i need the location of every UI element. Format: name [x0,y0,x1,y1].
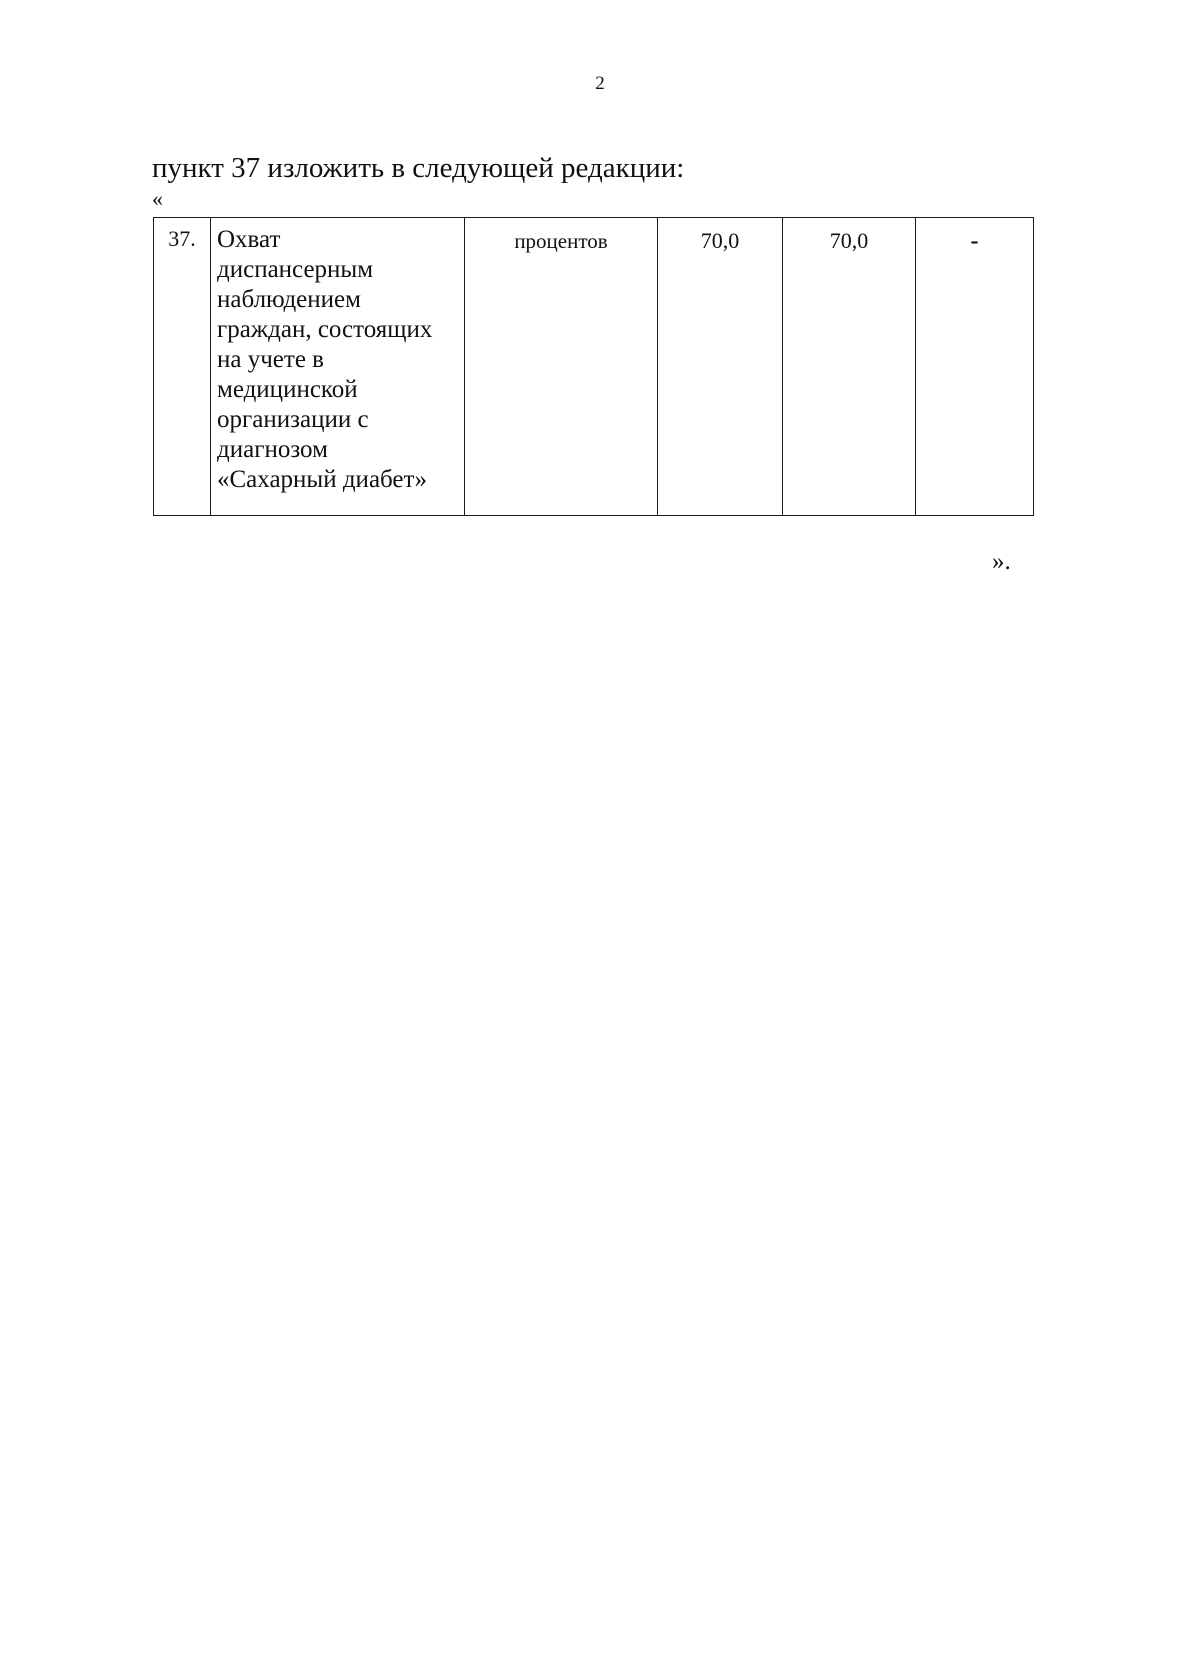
row-number-cell: 37. [154,218,211,516]
indicator-name-line: диагнозом [217,436,328,463]
value-cell-1: 70,0 [658,218,783,516]
page-number: 2 [595,73,605,94]
table-row [154,218,1034,516]
intro-line: пункт 37 изложить в следующей редакции: [152,152,685,184]
indicator-name-line: граждан, состоящих [217,316,433,343]
indicator-name-line: медицинской [217,376,358,403]
indicator-name-line: на учете в [217,346,324,373]
close-quote: ». [992,548,1011,575]
amendment-table [153,217,1034,516]
indicator-name-cell [211,218,465,516]
indicator-name-line: организации с [217,406,369,433]
indicator-name-line: Охват [217,226,281,253]
indicator-name-line: «Сахарный диабет» [217,466,427,493]
value-cell-3: - [916,218,1034,516]
unit-cell: процентов [465,218,658,516]
indicator-name-line: диспансерным [217,256,374,283]
open-quote: « [152,186,163,211]
value-cell-2: 70,0 [783,218,916,516]
indicator-name-line: наблюдением [217,286,361,313]
